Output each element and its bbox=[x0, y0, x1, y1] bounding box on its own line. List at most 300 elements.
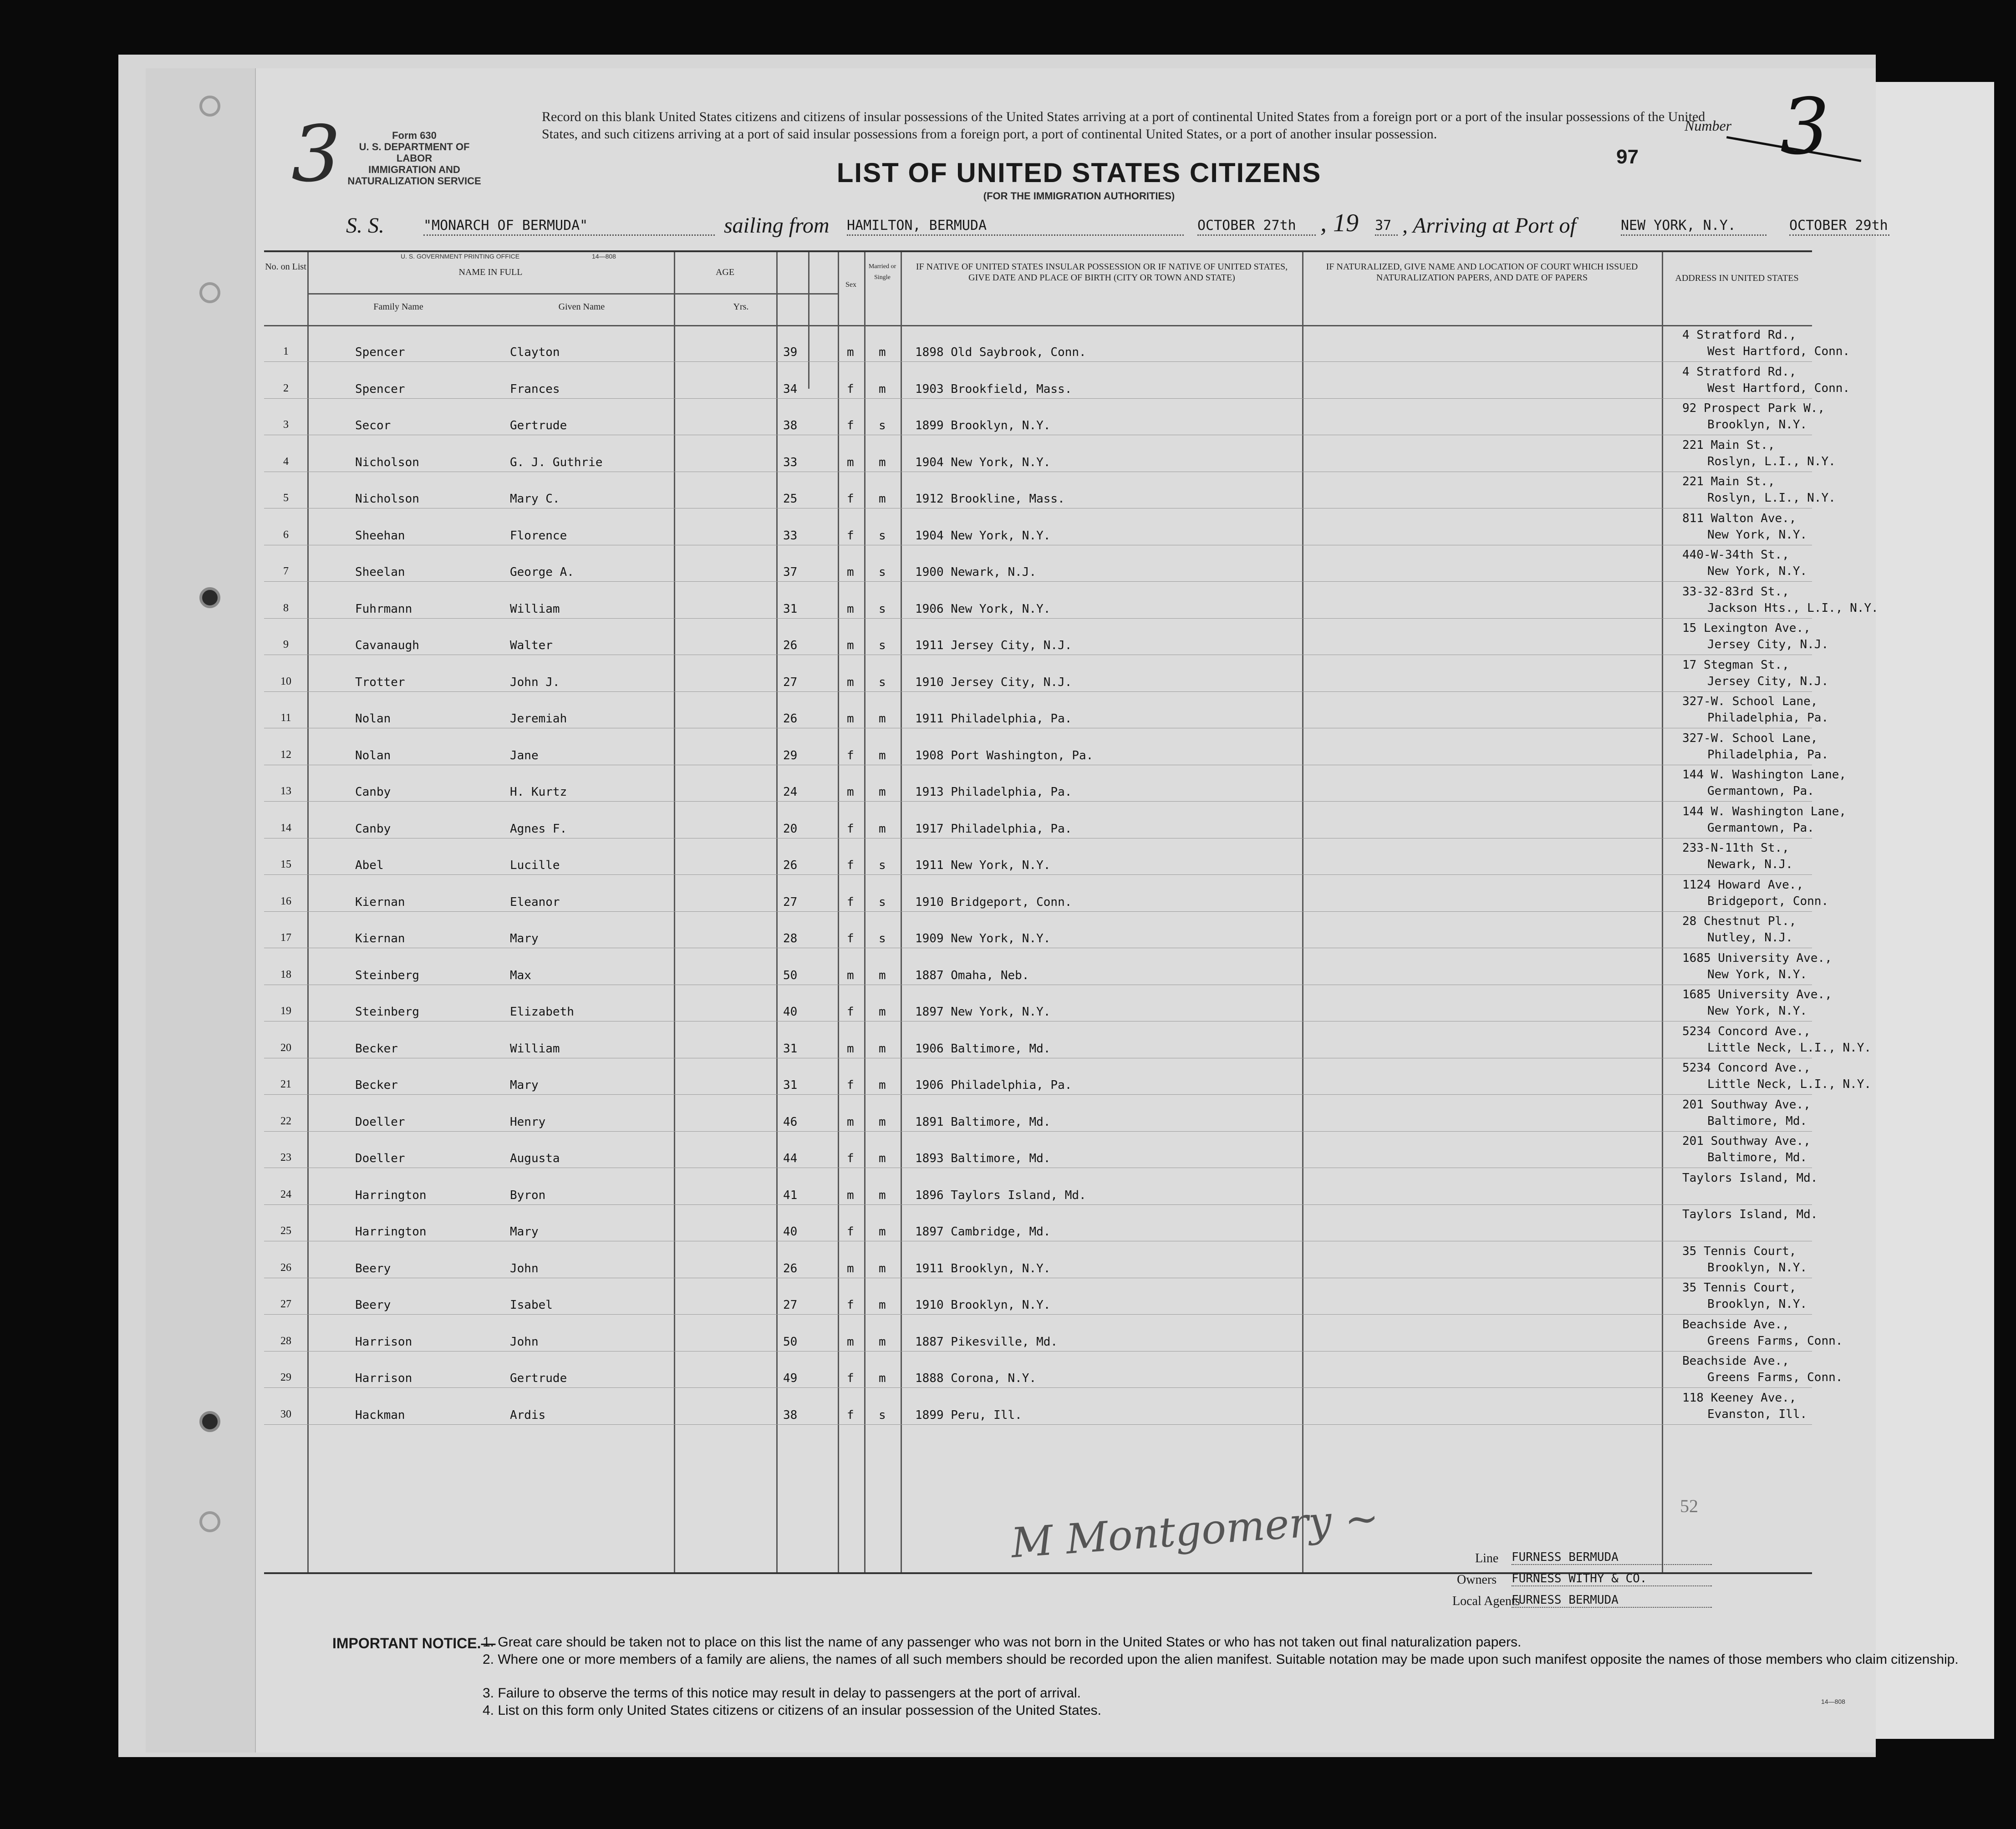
given-name: Jane bbox=[510, 748, 539, 762]
row-number: 27 bbox=[280, 1298, 291, 1310]
address-line2: Roslyn, L.I., N.Y. bbox=[1707, 491, 1836, 505]
instructions-text: Record on this blank United States citizens and citizens of insular possessions of the United States arriving at a port of continental United States from a foreign port or a port of the insular possessions of the United States, and such citizens arriving at a port of said insular possessions from a foreign port, a port of continental United States, or a port of another insular possession. bbox=[542, 109, 1705, 142]
marital-status: m bbox=[879, 1372, 886, 1385]
sailing-label: sailing from bbox=[724, 213, 830, 238]
back-sheet bbox=[1858, 82, 1994, 1739]
departure-year-prefix: , 19 bbox=[1320, 209, 1359, 237]
age-years: 31 bbox=[783, 602, 798, 616]
marital-status: m bbox=[879, 1005, 886, 1019]
address-line2: Philadelphia, Pa. bbox=[1707, 711, 1829, 725]
family-name: Trotter bbox=[355, 675, 405, 689]
birth-date-place: 1887 Omaha, Neb. bbox=[915, 968, 1029, 982]
age-years: 31 bbox=[783, 1078, 798, 1092]
birth-date-place: 1904 New York, N.Y. bbox=[915, 528, 1051, 543]
address-line1: Beachside Ave., bbox=[1682, 1317, 1789, 1331]
row-divider bbox=[264, 361, 1812, 362]
address-line2: Evanston, Ill. bbox=[1707, 1407, 1807, 1421]
marital-status: s bbox=[879, 419, 886, 432]
address-line1: Taylors Island, Md. bbox=[1682, 1171, 1818, 1185]
row-divider bbox=[264, 691, 1812, 692]
marital-status: s bbox=[879, 859, 886, 872]
address-line2: Bridgeport, Conn. bbox=[1707, 894, 1829, 908]
address-line2: Nutley, N.J. bbox=[1707, 931, 1793, 945]
birth-date-place: 1906 New York, N.Y. bbox=[915, 602, 1051, 616]
service: IMMIGRATION AND NATURALIZATION SERVICE bbox=[347, 164, 481, 187]
age-years: 37 bbox=[783, 565, 798, 579]
birth-date-place: 1909 New York, N.Y. bbox=[915, 932, 1051, 945]
form-code-bottom: 14—808 bbox=[1821, 1698, 1845, 1705]
sex: f bbox=[847, 1005, 854, 1019]
col-yrs-header: Yrs. bbox=[733, 302, 749, 312]
given-name: Gertrude bbox=[510, 1372, 567, 1385]
age-years: 27 bbox=[783, 895, 798, 909]
row-number: 7 bbox=[283, 565, 289, 577]
sex: f bbox=[847, 1152, 854, 1165]
printer-code: U. S. GOVERNMENT PRINTING OFFICE bbox=[401, 253, 520, 260]
marital-status: s bbox=[879, 895, 886, 909]
marital-status: m bbox=[879, 455, 886, 469]
marital-status: s bbox=[879, 528, 886, 543]
row-divider bbox=[264, 1204, 1812, 1205]
address-line1: Beachside Ave., bbox=[1682, 1354, 1789, 1368]
family-name: Steinberg bbox=[355, 968, 419, 982]
page-number: 97 bbox=[1616, 146, 1639, 168]
address-line1: 5234 Concord Ave., bbox=[1682, 1061, 1811, 1075]
row-number: 9 bbox=[283, 639, 289, 650]
given-name: Clayton bbox=[510, 345, 560, 359]
family-name: Kiernan bbox=[355, 932, 405, 945]
address-line1: 35 Tennis Court, bbox=[1682, 1281, 1797, 1295]
birth-date-place: 1908 Port Washington, Pa. bbox=[915, 748, 1094, 762]
row-number: 14 bbox=[280, 822, 291, 834]
marital-status: s bbox=[879, 639, 886, 652]
binder-hole bbox=[199, 282, 220, 303]
row-divider bbox=[264, 398, 1812, 399]
sex: m bbox=[847, 1115, 854, 1129]
birth-date-place: 1911 New York, N.Y. bbox=[915, 859, 1051, 872]
ss-label: S. S. bbox=[346, 213, 384, 238]
sex: m bbox=[847, 639, 854, 652]
official-signature: M Montgomery ~ bbox=[1009, 1494, 1381, 1568]
agents-value: FURNESS BERMUDA bbox=[1512, 1593, 1712, 1608]
age-years: 29 bbox=[783, 748, 798, 762]
row-number: 2 bbox=[283, 382, 289, 394]
address-line1: 28 Chestnut Pl., bbox=[1682, 914, 1797, 928]
address-line2: Little Neck, L.I., N.Y. bbox=[1707, 1077, 1872, 1091]
given-name: Max bbox=[510, 968, 531, 982]
sex: f bbox=[847, 932, 854, 945]
age-years: 49 bbox=[783, 1372, 798, 1385]
birth-date-place: 1917 Philadelphia, Pa. bbox=[915, 822, 1072, 836]
marital-status: m bbox=[879, 1078, 886, 1092]
given-name: John J. bbox=[510, 675, 560, 689]
address-line1: 4 Stratford Rd., bbox=[1682, 365, 1797, 379]
address-line2: Roslyn, L.I., N.Y. bbox=[1707, 454, 1836, 468]
birth-date-place: 1904 New York, N.Y. bbox=[915, 455, 1051, 469]
given-name: Ardis bbox=[510, 1408, 546, 1422]
row-divider bbox=[264, 1314, 1812, 1315]
given-name: Agnes F. bbox=[510, 822, 567, 836]
family-name: Sheelan bbox=[355, 565, 405, 579]
row-number: 8 bbox=[283, 602, 289, 614]
manifest-page bbox=[146, 68, 1959, 1753]
row-divider bbox=[264, 1131, 1812, 1132]
given-name: John bbox=[510, 1335, 539, 1349]
sex: m bbox=[847, 1188, 854, 1202]
given-name: Mary C. bbox=[510, 492, 560, 506]
address-line1: 33-32-83rd St., bbox=[1682, 584, 1789, 599]
age-years: 44 bbox=[783, 1152, 798, 1165]
family-name: Harrison bbox=[355, 1372, 412, 1385]
given-name: H. Kurtz bbox=[510, 785, 567, 799]
form-code-top: 14—808 bbox=[592, 253, 616, 260]
address-line1: 35 Tennis Court, bbox=[1682, 1244, 1797, 1258]
form-number: Form 630 bbox=[392, 130, 437, 141]
family-name: Canby bbox=[355, 822, 391, 836]
age-years: 40 bbox=[783, 1005, 798, 1019]
row-number: 10 bbox=[280, 675, 291, 687]
given-name: William bbox=[510, 602, 560, 616]
given-name: Mary bbox=[510, 1078, 539, 1092]
address-line2: New York, N.Y. bbox=[1707, 1004, 1807, 1018]
marital-status: m bbox=[879, 1152, 886, 1165]
sex: f bbox=[847, 528, 854, 543]
row-number: 18 bbox=[280, 968, 291, 981]
marital-status: m bbox=[879, 1261, 886, 1275]
sex: m bbox=[847, 675, 854, 689]
address-line1: 1685 University Ave., bbox=[1682, 951, 1832, 965]
address-line2: Germantown, Pa. bbox=[1707, 821, 1814, 835]
given-name: Florence bbox=[510, 528, 567, 543]
address-line2: Little Neck, L.I., N.Y. bbox=[1707, 1041, 1872, 1055]
age-years: 26 bbox=[783, 712, 798, 726]
col-naturalized-header: IF NATURALIZED, GIVE NAME AND LOCATION OF COURT WHICH ISSUED NATURALIZATION PAPERS, AND DATE OF PAPERS bbox=[1326, 262, 1638, 283]
col-married-header: Married or Single bbox=[868, 263, 896, 281]
marital-status: s bbox=[879, 565, 886, 579]
address-line2: New York, N.Y. bbox=[1707, 528, 1807, 542]
row-number: 4 bbox=[283, 455, 289, 467]
sex: f bbox=[847, 1372, 854, 1385]
marital-status: s bbox=[879, 932, 886, 945]
marital-status: s bbox=[879, 675, 886, 689]
address-line1: 327-W. School Lane, bbox=[1682, 731, 1818, 745]
family-name: Harrington bbox=[355, 1188, 427, 1202]
notice-item: 3. Failure to observe the terms of this notice may result in delay to passengers at the port of arrival. bbox=[483, 1686, 1081, 1701]
birth-date-place: 1906 Baltimore, Md. bbox=[915, 1042, 1051, 1056]
marital-status: m bbox=[879, 1188, 886, 1202]
address-line2: West Hartford, Conn. bbox=[1707, 381, 1850, 395]
row-number: 15 bbox=[280, 859, 291, 870]
age-years: 20 bbox=[783, 822, 798, 836]
marital-status: m bbox=[879, 492, 886, 506]
row-divider bbox=[264, 1387, 1812, 1388]
address-line1: 4 Stratford Rd., bbox=[1682, 328, 1797, 342]
notice-item: 1. Great care should be taken not to place on this list the name of any passenger who was not born in the United States or who has not taken out final naturalization papers. bbox=[483, 1635, 1522, 1650]
arrival-port: NEW YORK, N.Y. bbox=[1621, 218, 1767, 236]
page-title: LIST OF UNITED STATES CITIZENS bbox=[836, 157, 1322, 188]
family-name: Becker bbox=[355, 1078, 398, 1092]
given-name: Walter bbox=[510, 639, 553, 652]
address-line1: 1124 Howard Ave., bbox=[1682, 878, 1804, 892]
given-name: Isabel bbox=[510, 1298, 553, 1312]
birth-date-place: 1912 Brookline, Mass. bbox=[915, 492, 1065, 506]
address-line1: 233-N-11th St., bbox=[1682, 841, 1789, 855]
address-line1: 92 Prospect Park W., bbox=[1682, 401, 1825, 415]
col-address-header: ADDRESS IN UNITED STATES bbox=[1675, 273, 1799, 283]
binder-hole bbox=[199, 587, 220, 608]
address-line2: New York, N.Y. bbox=[1707, 564, 1807, 578]
address-line2: New York, N.Y. bbox=[1707, 967, 1807, 981]
family-name: Doeller bbox=[355, 1115, 405, 1129]
line-value: FURNESS BERMUDA bbox=[1512, 1550, 1712, 1565]
row-divider bbox=[264, 581, 1812, 582]
row-divider bbox=[264, 874, 1812, 875]
row-number: 3 bbox=[283, 419, 289, 431]
row-number: 19 bbox=[280, 1005, 291, 1017]
row-number: 21 bbox=[280, 1078, 291, 1090]
family-name: Sheehan bbox=[355, 528, 405, 543]
age-years: 26 bbox=[783, 1261, 798, 1275]
age-years: 38 bbox=[783, 419, 798, 432]
stamp-number: 52 bbox=[1680, 1496, 1698, 1516]
agents-label: Local Agents bbox=[1452, 1594, 1520, 1608]
address-line2: Greens Farms, Conn. bbox=[1707, 1334, 1843, 1348]
row-number: 13 bbox=[280, 785, 291, 797]
given-name: Gertrude bbox=[510, 419, 567, 432]
departure-year: 37 bbox=[1375, 218, 1398, 236]
address-line1: 201 Southway Ave., bbox=[1682, 1097, 1811, 1112]
sex: m bbox=[847, 455, 854, 469]
family-name: Secor bbox=[355, 419, 391, 432]
address-line2: Newark, N.J. bbox=[1707, 858, 1793, 871]
row-number: 25 bbox=[280, 1225, 291, 1237]
birth-date-place: 1896 Taylors Island, Md. bbox=[915, 1188, 1086, 1202]
sex: f bbox=[847, 382, 854, 396]
row-divider bbox=[264, 801, 1812, 802]
address-line1: 811 Walton Ave., bbox=[1682, 511, 1797, 525]
row-number: 30 bbox=[280, 1408, 291, 1420]
birth-date-place: 1906 Philadelphia, Pa. bbox=[915, 1078, 1072, 1092]
marital-status: m bbox=[879, 1298, 886, 1312]
family-name: Doeller bbox=[355, 1152, 405, 1165]
family-name: Nicholson bbox=[355, 492, 419, 506]
age-years: 33 bbox=[783, 528, 798, 543]
row-divider bbox=[264, 1424, 1812, 1425]
col-name-group: NAME IN FULL bbox=[458, 267, 523, 277]
notice-item: 4. List on this form only United States citizens or citizens of an insular possession of the United States. bbox=[483, 1703, 1102, 1718]
birth-date-place: 1899 Peru, Ill. bbox=[915, 1408, 1022, 1422]
age-years: 33 bbox=[783, 455, 798, 469]
row-number: 5 bbox=[283, 492, 289, 504]
age-years: 31 bbox=[783, 1042, 798, 1056]
birth-date-place: 1903 Brookfield, Mass. bbox=[915, 382, 1072, 396]
sex: m bbox=[847, 968, 854, 982]
birth-date-place: 1888 Corona, N.Y. bbox=[915, 1372, 1037, 1385]
sex: m bbox=[847, 1335, 854, 1349]
age-years: 27 bbox=[783, 1298, 798, 1312]
marital-status: m bbox=[879, 822, 886, 836]
marital-status: m bbox=[879, 785, 886, 799]
page-subtitle: (FOR THE IMMIGRATION AUTHORITIES) bbox=[983, 190, 1175, 202]
given-name: Augusta bbox=[510, 1152, 560, 1165]
address-line2: Brooklyn, N.Y. bbox=[1707, 418, 1807, 432]
given-name: William bbox=[510, 1042, 560, 1056]
age-years: 50 bbox=[783, 968, 798, 982]
address-line2: Greens Farms, Conn. bbox=[1707, 1371, 1843, 1384]
row-divider bbox=[264, 911, 1812, 912]
family-name: Nolan bbox=[355, 712, 391, 726]
age-years: 25 bbox=[783, 492, 798, 506]
row-number: 23 bbox=[280, 1152, 291, 1163]
sex: f bbox=[847, 822, 854, 836]
address-line1: Taylors Island, Md. bbox=[1682, 1208, 1818, 1221]
departure-date: OCTOBER 27th bbox=[1197, 218, 1316, 236]
number-value: 3 bbox=[1780, 82, 1830, 172]
given-name: Henry bbox=[510, 1115, 546, 1129]
age-years: 38 bbox=[783, 1408, 798, 1422]
given-name: John bbox=[510, 1261, 539, 1275]
birth-date-place: 1910 Bridgeport, Conn. bbox=[915, 895, 1072, 909]
birth-date-place: 1911 Philadelphia, Pa. bbox=[915, 712, 1072, 726]
sex: m bbox=[847, 1261, 854, 1275]
address-line1: 15 Lexington Ave., bbox=[1682, 621, 1811, 635]
arrival-date: OCTOBER 29th bbox=[1789, 218, 1889, 236]
age-years: 26 bbox=[783, 859, 798, 872]
address-line1: 201 Southway Ave., bbox=[1682, 1134, 1811, 1148]
row-number: 20 bbox=[280, 1042, 291, 1054]
given-name: Lucille bbox=[510, 859, 560, 872]
marital-status: m bbox=[879, 1115, 886, 1129]
passenger-table bbox=[264, 250, 1879, 1574]
given-name: Elizabeth bbox=[510, 1005, 574, 1019]
row-number: 16 bbox=[280, 895, 291, 907]
address-line2: Germantown, Pa. bbox=[1707, 784, 1814, 798]
address-line2: Jackson Hts., L.I., N.Y. bbox=[1707, 601, 1879, 615]
family-name: Kiernan bbox=[355, 895, 405, 909]
marital-status: m bbox=[879, 1335, 886, 1349]
family-name: Steinberg bbox=[355, 1005, 419, 1019]
family-name: Harrington bbox=[355, 1225, 427, 1239]
age-years: 50 bbox=[783, 1335, 798, 1349]
age-years: 41 bbox=[783, 1188, 798, 1202]
row-number: 26 bbox=[280, 1261, 291, 1274]
departure-port: HAMILTON, BERMUDA bbox=[847, 218, 1184, 236]
col-family-header: Family Name bbox=[373, 302, 423, 312]
col-age-group: AGE bbox=[715, 267, 735, 277]
family-name: Harrison bbox=[355, 1335, 412, 1349]
birth-date-place: 1910 Jersey City, N.J. bbox=[915, 675, 1072, 689]
address-line2: Brooklyn, N.Y. bbox=[1707, 1297, 1807, 1311]
given-name: Frances bbox=[510, 382, 560, 396]
address-line1: 144 W. Washington Lane, bbox=[1682, 804, 1847, 818]
handwritten-list-number: 3 bbox=[291, 109, 341, 199]
birth-date-place: 1911 Jersey City, N.J. bbox=[915, 639, 1072, 652]
row-divider bbox=[264, 618, 1812, 619]
family-name: Abel bbox=[355, 859, 384, 872]
address-line1: 118 Keeney Ave., bbox=[1682, 1391, 1797, 1405]
birth-date-place: 1897 New York, N.Y. bbox=[915, 1005, 1051, 1019]
address-line1: 1685 University Ave., bbox=[1682, 988, 1832, 1001]
sex: f bbox=[847, 895, 854, 909]
given-name: Jeremiah bbox=[510, 712, 567, 726]
address-line2: Brooklyn, N.Y. bbox=[1707, 1260, 1807, 1275]
owners-label: Owners bbox=[1457, 1573, 1497, 1587]
number-label: Number bbox=[1685, 117, 1732, 134]
sex: f bbox=[847, 748, 854, 762]
sex: f bbox=[847, 1298, 854, 1312]
family-name: Beery bbox=[355, 1298, 391, 1312]
row-number: 6 bbox=[283, 528, 289, 541]
family-name: Canby bbox=[355, 785, 391, 799]
marital-status: m bbox=[879, 1225, 886, 1239]
sex: m bbox=[847, 602, 854, 616]
address-line2: Baltimore, Md. bbox=[1707, 1151, 1807, 1164]
arriving-label: , Arriving at Port of bbox=[1402, 213, 1576, 238]
age-years: 39 bbox=[783, 345, 798, 359]
sex: f bbox=[847, 1408, 854, 1422]
row-number: 11 bbox=[280, 712, 291, 724]
line-label: Line bbox=[1475, 1551, 1499, 1565]
age-years: 34 bbox=[783, 382, 798, 396]
marital-status: m bbox=[879, 382, 886, 396]
sex: m bbox=[847, 712, 854, 726]
row-number: 29 bbox=[280, 1372, 291, 1383]
form-identifier bbox=[341, 130, 487, 187]
age-years: 27 bbox=[783, 675, 798, 689]
address-line1: 144 W. Washington Lane, bbox=[1682, 768, 1847, 782]
address-line1: 440-W-34th St., bbox=[1682, 548, 1789, 562]
row-number: 22 bbox=[280, 1115, 291, 1127]
row-divider bbox=[264, 1094, 1812, 1095]
address-line1: 327-W. School Lane, bbox=[1682, 695, 1818, 708]
address-line2: Philadelphia, Pa. bbox=[1707, 747, 1829, 762]
sex: m bbox=[847, 785, 854, 799]
family-name: Becker bbox=[355, 1042, 398, 1056]
given-name: George A. bbox=[510, 565, 574, 579]
birth-date-place: 1899 Brooklyn, N.Y. bbox=[915, 419, 1051, 432]
row-number: 28 bbox=[280, 1335, 291, 1347]
row-number: 24 bbox=[280, 1188, 291, 1200]
sex: f bbox=[847, 419, 854, 432]
sex: m bbox=[847, 565, 854, 579]
notice-title: IMPORTANT NOTICE.— bbox=[332, 1635, 496, 1651]
row-number: 1 bbox=[283, 345, 289, 357]
sex: m bbox=[847, 345, 854, 359]
ship-name: "MONARCH OF BERMUDA" bbox=[423, 218, 715, 236]
sex: f bbox=[847, 1225, 854, 1239]
marital-status: m bbox=[879, 712, 886, 726]
birth-date-place: 1897 Cambridge, Md. bbox=[915, 1225, 1051, 1239]
sex: f bbox=[847, 492, 854, 506]
age-years: 26 bbox=[783, 639, 798, 652]
col-given-header: Given Name bbox=[558, 302, 605, 312]
family-name: Nicholson bbox=[355, 455, 419, 469]
birth-date-place: 1898 Old Saybrook, Conn. bbox=[915, 345, 1086, 359]
given-name: Eleanor bbox=[510, 895, 560, 909]
given-name: Mary bbox=[510, 932, 539, 945]
birth-date-place: 1893 Baltimore, Md. bbox=[915, 1152, 1051, 1165]
birth-date-place: 1910 Brooklyn, N.Y. bbox=[915, 1298, 1051, 1312]
birth-date-place: 1891 Baltimore, Md. bbox=[915, 1115, 1051, 1129]
family-name: Beery bbox=[355, 1261, 391, 1275]
family-name: Spencer bbox=[355, 345, 405, 359]
sex: f bbox=[847, 1078, 854, 1092]
family-name: Fuhrmann bbox=[355, 602, 412, 616]
family-name: Cavanaugh bbox=[355, 639, 419, 652]
address-line2: West Hartford, Conn. bbox=[1707, 345, 1850, 358]
sex: m bbox=[847, 1042, 854, 1056]
binder-strip bbox=[146, 68, 256, 1753]
